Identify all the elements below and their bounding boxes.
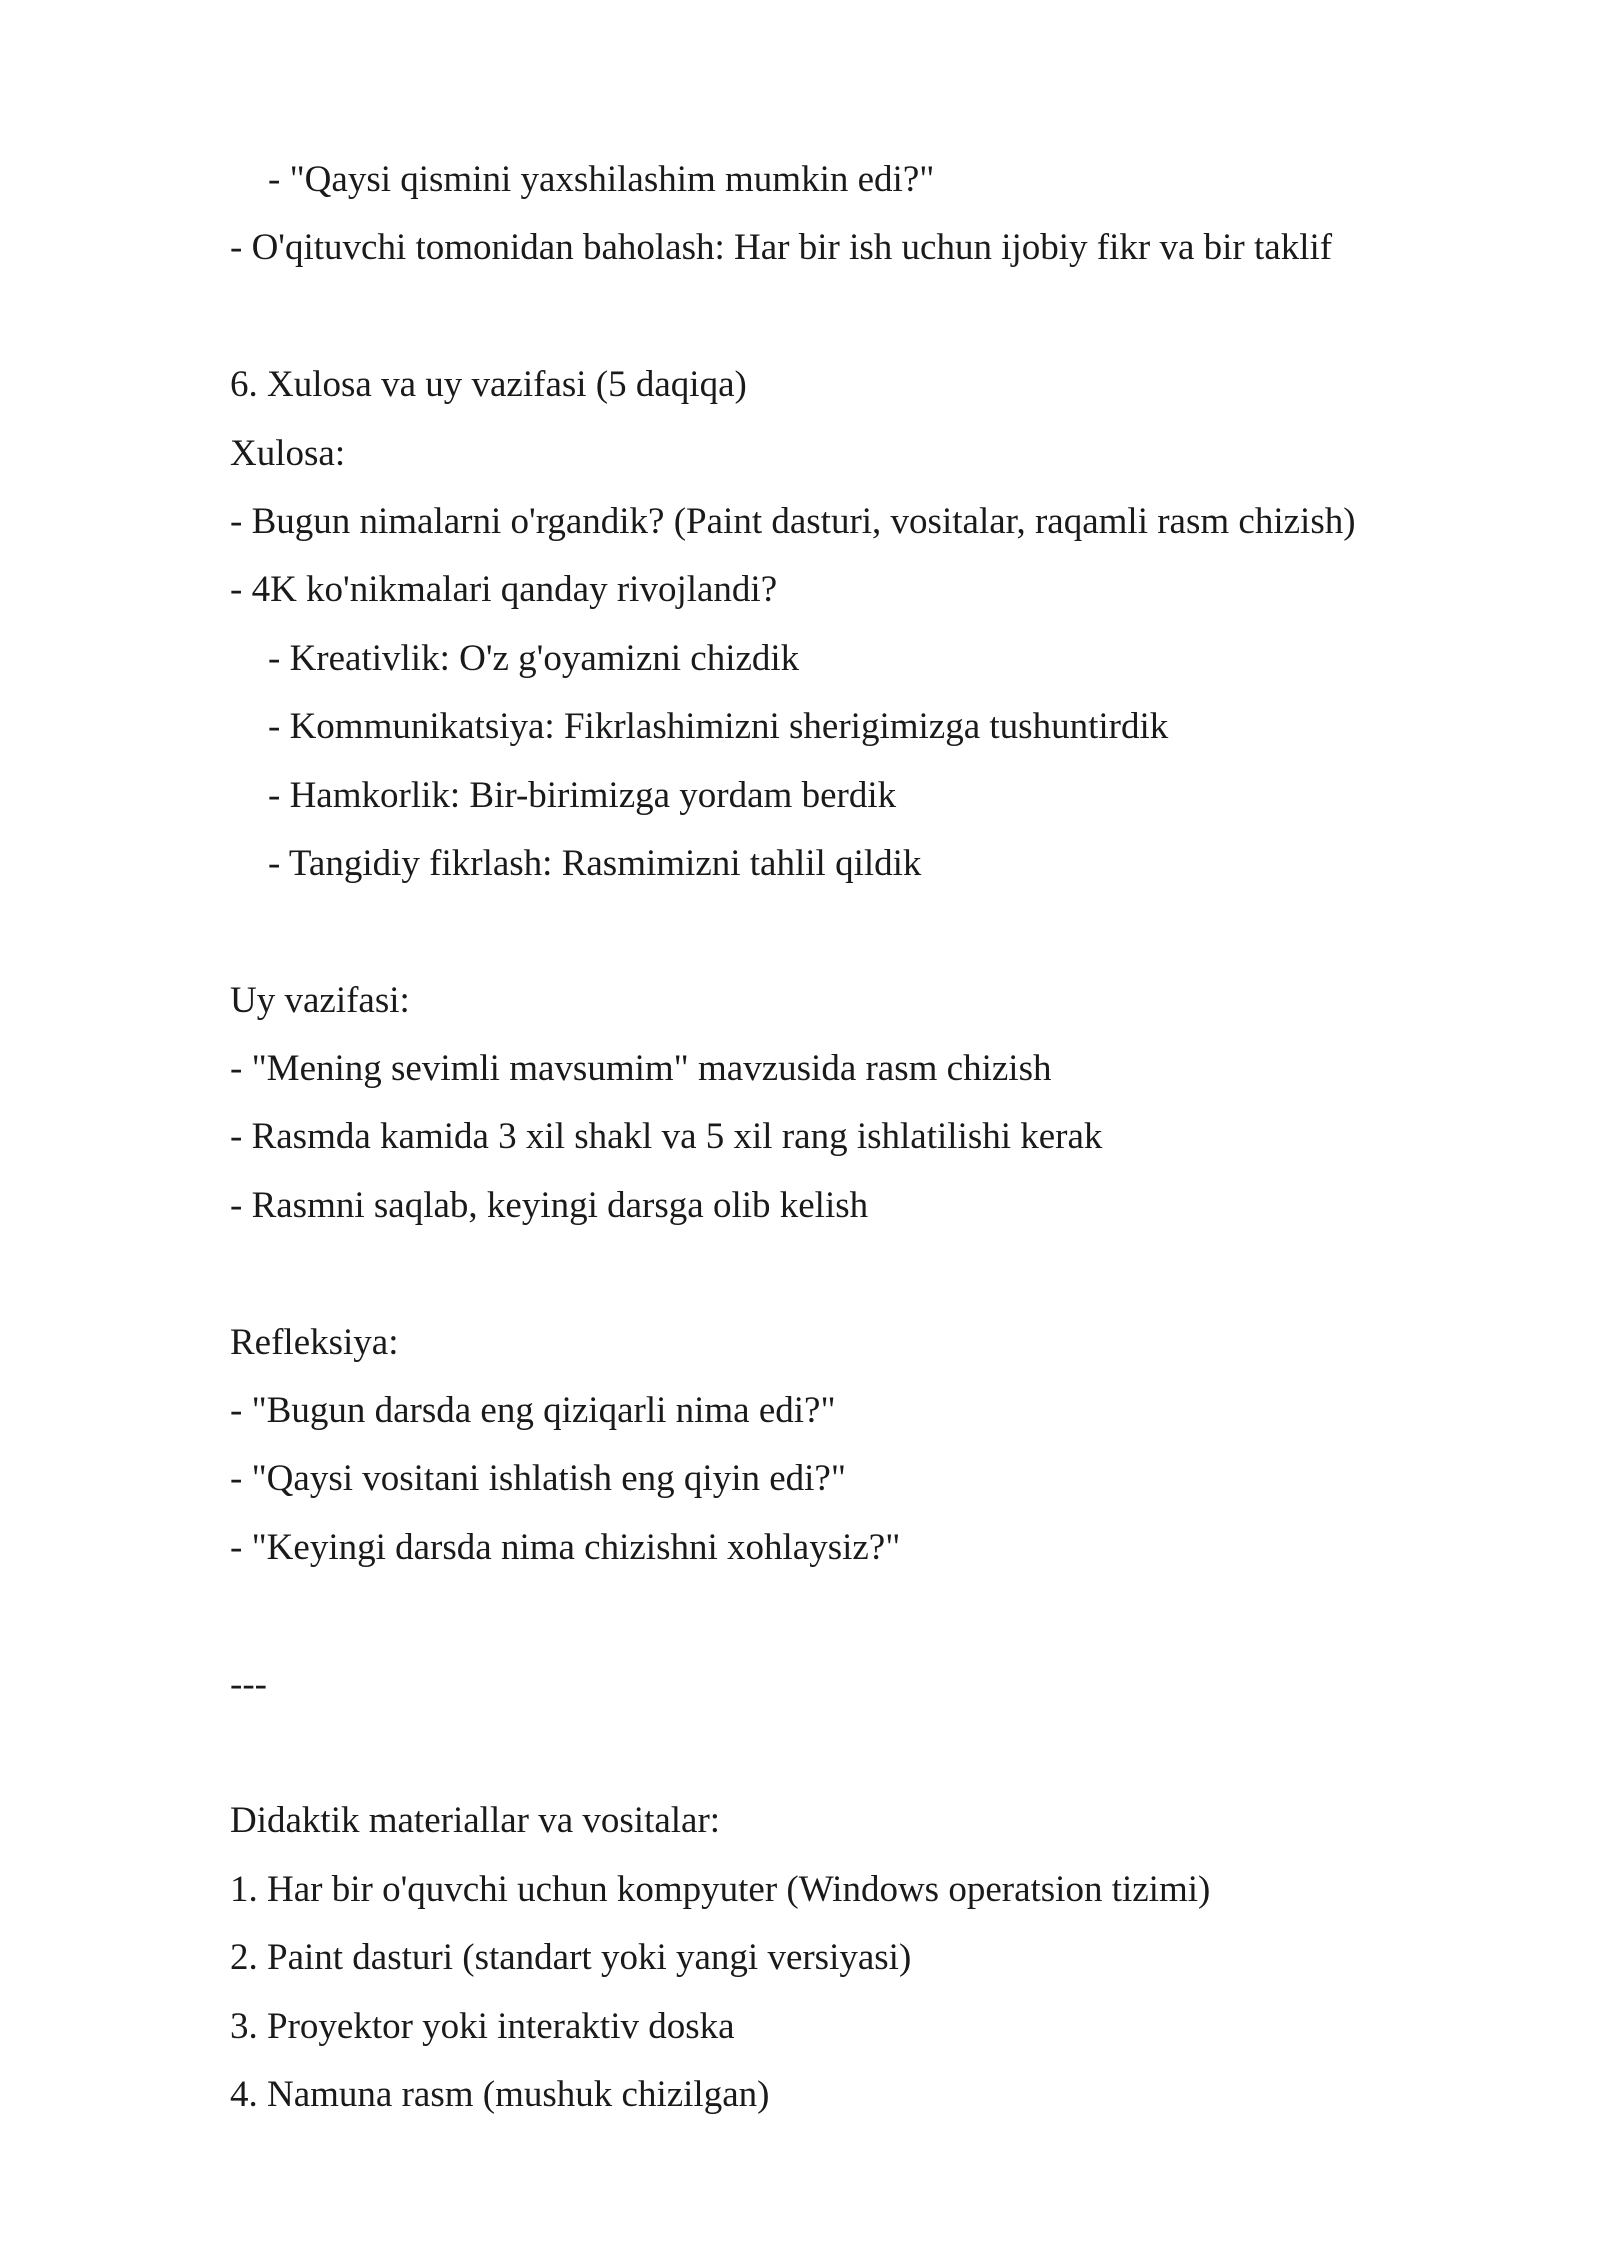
blank-line [230, 1719, 1490, 1787]
materials-item: 2. Paint dasturi (standart yoki yangi versiyasi) [230, 1937, 912, 1979]
skill-item: - Hamkorlik: Bir-birimizga yordam berdik [268, 774, 897, 816]
blank-line [230, 898, 1490, 966]
skill-item: - Kommunikatsiya: Fikrlashimizni sherigimizga tushuntirdik [268, 706, 1169, 748]
conclusion-label: Xulosa: [230, 432, 346, 474]
homework-item: - Rasmda kamida 3 xil shakl va 5 xil rang ishlatilishi kerak [230, 1116, 1103, 1158]
reflection-item: - "Qaysi vositani ishlatish eng qiyin edi?" [230, 1458, 846, 1500]
blank-line [230, 283, 1490, 351]
homework-item: - "Mening sevimli mavsumim" mavzusida rasm chizish [230, 1048, 1052, 1090]
document-body [230, 146, 1490, 2129]
materials-label: Didaktik materiallar va vositalar: [230, 1800, 721, 1842]
conclusion-item: - Bugun nimalarni o'rgandik? (Paint dasturi, vositalar, raqamli rasm chizish) [230, 500, 1356, 542]
homework-label: Uy vazifasi: [230, 979, 410, 1021]
conclusion-item: - 4K ko'nikmalari qanday rivojlandi? [230, 569, 778, 611]
separator: --- [230, 1663, 267, 1705]
blank-line [230, 1240, 1490, 1308]
blank-line [230, 1582, 1490, 1650]
materials-item: 1. Har bir o'quvchi uchun kompyuter (Windows operatsion tizimi) [230, 1868, 1211, 1910]
section-heading: 6. Xulosa va uy vazifasi (5 daqiqa) [230, 364, 747, 406]
reflection-item: - "Bugun darsda eng qiziqarli nima edi?" [230, 1390, 836, 1432]
feedback-question-line: - "Qaysi qismini yaxshilashim mumkin edi?" [268, 159, 935, 200]
skill-item: - Kreativlik: O'z g'oyamizni chizdik [268, 637, 800, 679]
teacher-assessment-line: - O'qituvchi tomonidan baholash: Har bir ish uchun ijobiy fikr va bir taklif [230, 227, 1333, 269]
reflection-item: - "Keyingi darsda nima chizishni xohlaysiz?" [230, 1526, 901, 1568]
homework-item: - Rasmni saqlab, keyingi darsga olib kelish [230, 1184, 869, 1226]
skill-item: - Tangidiy fikrlash: Rasmimizni tahlil qildik [268, 842, 922, 884]
materials-item: 3. Proyektor yoki interaktiv doska [230, 2005, 735, 2047]
materials-item: 4. Namuna rasm (mushuk chizilgan) [230, 2073, 770, 2115]
reflection-label: Refleksiya: [230, 1321, 399, 1363]
